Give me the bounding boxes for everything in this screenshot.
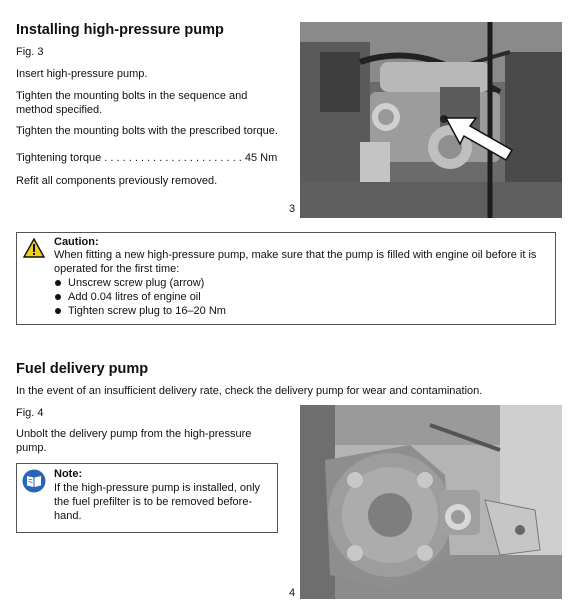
torque-spec xyxy=(16,151,278,165)
step-unbolt: Unbolt the delivery pump from the high-pressure pump. xyxy=(16,428,252,454)
note-box xyxy=(16,463,278,533)
pump-photo-illustration xyxy=(300,405,562,599)
note-text: If the high-pressure pump is installed, only the fuel prefilter is to be removed before-hand. xyxy=(54,482,261,522)
torque-leader: . . . . . . . . . . . . . . . . . . . . . . . xyxy=(104,152,242,164)
engine-photo-illustration xyxy=(300,22,562,218)
book-note-icon xyxy=(22,469,46,493)
section-intro: In the event of an insufficient delivery rate, check the delivery pump for wear and contamination. xyxy=(16,385,483,397)
caution-text: When fitting a new high-pressure pump, make sure that the pump is filled with engine oil before it is operated for the first time: xyxy=(54,249,537,275)
list-item: Add 0.04 litres of engine oil xyxy=(54,290,226,304)
caution-title: Caution: xyxy=(54,236,99,248)
section-title-fuel-delivery-pump: Fuel delivery pump xyxy=(16,361,149,377)
caution-box xyxy=(16,232,556,325)
step-refit: Refit all components previously removed. xyxy=(16,175,218,187)
list-item: Tighten screw plug to 16–20 Nm xyxy=(54,304,226,318)
fig-reference: Fig. 4 xyxy=(16,407,44,419)
photo-high-pressure-pump xyxy=(300,22,562,218)
list-item: Unscrew screw plug (arrow) xyxy=(54,276,226,290)
step-insert: Insert high-pressure pump. xyxy=(16,68,148,80)
fig-reference: Fig. 3 xyxy=(16,46,44,58)
torque-value: 45 Nm xyxy=(244,152,278,164)
caution-bullet-list xyxy=(54,276,226,318)
figure-number-3: 3 xyxy=(289,203,296,215)
step-tighten-torque: Tighten the mounting bolts with the prescribed torque. xyxy=(16,125,278,137)
figure-number-4: 4 xyxy=(289,587,296,599)
section-title-high-pressure-pump: Installing high-pressure pump xyxy=(16,22,224,38)
note-title: Note: xyxy=(54,468,83,480)
warning-triangle-icon xyxy=(23,238,45,258)
photo-fuel-delivery-pump xyxy=(300,405,562,599)
step-tighten-sequence: Tighten the mounting bolts in the sequence and method specified. xyxy=(16,90,248,116)
torque-label: Tightening torque xyxy=(16,152,102,164)
